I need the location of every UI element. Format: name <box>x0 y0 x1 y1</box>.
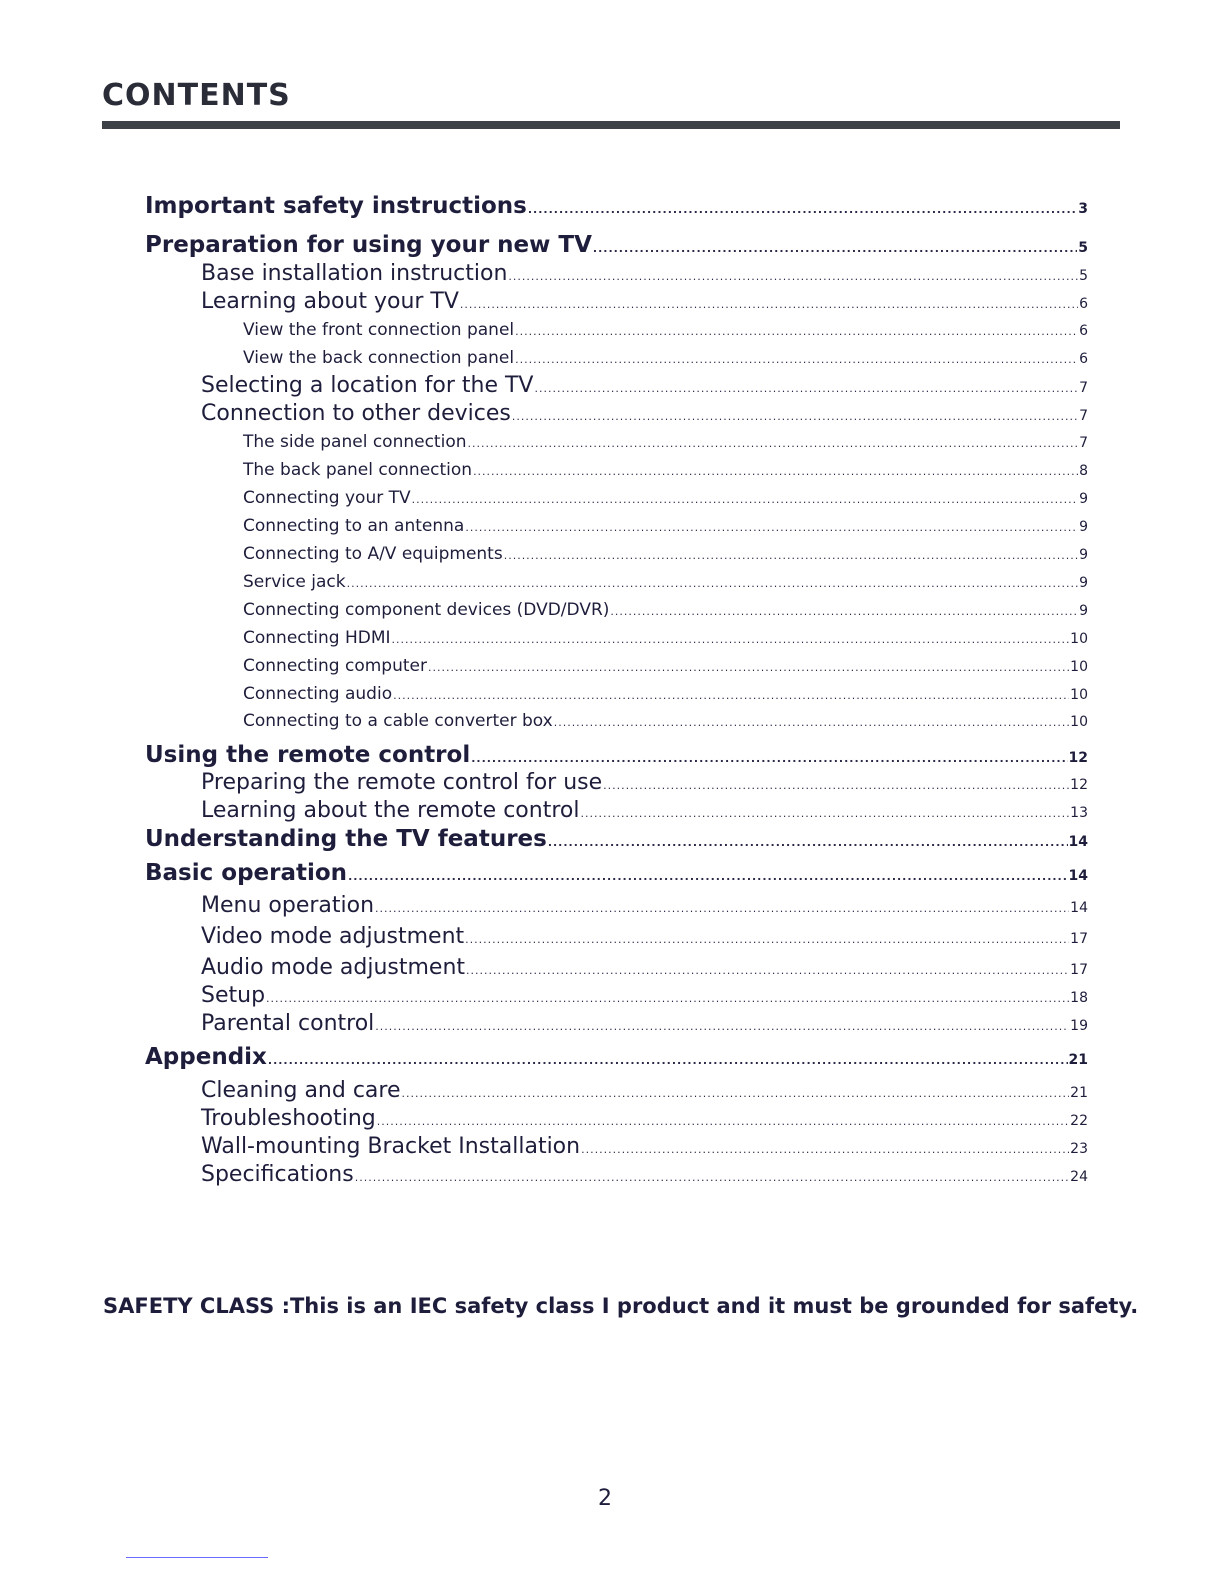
toc-entry[interactable] <box>243 711 1088 731</box>
toc-entry[interactable] <box>243 572 1088 592</box>
toc-leader <box>377 1115 1069 1128</box>
toc-entry-label: Service jack <box>243 572 346 592</box>
toc-entry-page: 14 <box>1068 868 1088 884</box>
toc-leader <box>512 410 1078 423</box>
toc-leader <box>392 633 1070 646</box>
toc-entry-label: Connecting to an antenna <box>243 516 465 536</box>
toc-entry[interactable] <box>145 193 1088 219</box>
toc-entry-page: 10 <box>1070 631 1088 647</box>
page-number: 2 <box>598 1486 612 1511</box>
toc-leader <box>412 493 1078 506</box>
toc-entry[interactable] <box>201 770 1088 795</box>
toc-entry-label: Connecting to a cable converter box <box>243 711 553 731</box>
toc-entry[interactable] <box>201 1134 1088 1159</box>
toc-entry-label: Connecting your TV <box>243 488 411 508</box>
toc-entry-page: 12 <box>1068 750 1088 766</box>
toc-entry[interactable] <box>201 924 1088 949</box>
toc-entry-page: 7 <box>1079 435 1088 451</box>
toc-leader <box>466 964 1069 977</box>
toc-entry-page: 14 <box>1068 834 1088 850</box>
toc-entry-page: 8 <box>1079 463 1088 479</box>
toc-entry-label: Cleaning and care <box>201 1078 401 1103</box>
toc-entry-label: Connecting to A/V equipments <box>243 544 503 564</box>
toc-entry-label: Wall-mounting Bracket Installation <box>201 1134 581 1159</box>
toc-entry-page: 9 <box>1079 547 1088 563</box>
toc-entry[interactable] <box>243 516 1088 536</box>
toc-entry-page: 5 <box>1078 240 1088 256</box>
toc-entry-label: View the back connection panel <box>243 348 515 368</box>
toc-entry-page: 12 <box>1070 777 1088 793</box>
toc-entry-page: 17 <box>1070 931 1088 947</box>
toc-entry[interactable] <box>145 1044 1088 1070</box>
toc-entry-label: Audio mode adjustment <box>201 955 466 980</box>
toc-entry-label: Appendix <box>145 1044 267 1070</box>
toc-leader <box>515 325 1078 338</box>
contents-heading: CONTENTS <box>102 78 291 113</box>
toc-entry-label: Connecting HDMI <box>243 628 391 648</box>
toc-entry-label: Menu operation <box>201 893 375 918</box>
toc-entry-page: 6 <box>1079 296 1088 312</box>
toc-entry-label: Video mode adjustment <box>201 924 465 949</box>
toc-entry[interactable] <box>201 893 1088 918</box>
toc-entry-label: Specifications <box>201 1162 354 1187</box>
toc-entry-page: 10 <box>1070 687 1088 703</box>
toc-entry[interactable] <box>201 401 1088 426</box>
toc-entry[interactable] <box>201 373 1088 398</box>
toc-leader <box>465 521 1078 534</box>
toc-entry-label: Connecting computer <box>243 656 427 676</box>
toc-entry[interactable] <box>201 1011 1088 1036</box>
toc-entry-label: Setup <box>201 983 266 1008</box>
toc-entry[interactable] <box>243 460 1088 480</box>
toc-leader <box>460 298 1078 311</box>
toc-entry-page: 7 <box>1079 380 1088 396</box>
toc-entry[interactable] <box>243 432 1088 452</box>
toc-entry[interactable] <box>243 684 1088 704</box>
toc-leader <box>347 577 1079 590</box>
toc-entry-page: 17 <box>1070 962 1088 978</box>
toc-entry-label: View the front connection panel <box>243 320 515 340</box>
toc-leader <box>548 836 1068 849</box>
footer-link-underline <box>126 1557 268 1558</box>
toc-entry-page: 24 <box>1070 1169 1088 1185</box>
toc-entry-label: Preparation for using your new TV <box>145 232 592 258</box>
toc-leader <box>603 779 1069 792</box>
toc-entry[interactable] <box>145 232 1088 258</box>
toc-entry-page: 19 <box>1070 1018 1088 1034</box>
toc-entry[interactable] <box>201 798 1088 823</box>
toc-entry[interactable] <box>201 983 1088 1008</box>
toc-entry-label: Using the remote control <box>145 742 471 768</box>
toc-leader <box>393 689 1069 702</box>
toc-entry-page: 7 <box>1079 408 1088 424</box>
toc-entry[interactable] <box>201 1162 1088 1187</box>
toc-entry-label: The back panel connection <box>243 460 473 480</box>
toc-entry[interactable] <box>201 261 1088 286</box>
toc-entry-label: Troubleshooting <box>201 1106 376 1131</box>
toc-entry-page: 9 <box>1079 491 1088 507</box>
toc-entry[interactable] <box>243 488 1088 508</box>
toc-entry[interactable] <box>243 320 1088 340</box>
toc-leader <box>504 549 1078 562</box>
toc-entry-page: 6 <box>1079 351 1088 367</box>
toc-leader <box>508 270 1078 283</box>
toc-entry-page: 21 <box>1068 1052 1088 1068</box>
toc-leader <box>428 661 1069 674</box>
toc-leader <box>348 870 1067 883</box>
toc-leader <box>355 1171 1069 1184</box>
toc-entry-page: 6 <box>1079 323 1088 339</box>
toc-leader <box>473 465 1078 478</box>
toc-entry-page: 10 <box>1070 659 1088 675</box>
toc-entry-label: Learning about the remote control <box>201 798 580 823</box>
toc-entry[interactable] <box>201 289 1088 314</box>
toc-entry[interactable] <box>145 860 1088 886</box>
toc-entry[interactable] <box>201 1078 1088 1103</box>
toc-leader <box>580 807 1069 820</box>
toc-entry-label: Connecting component devices (DVD/DVR) <box>243 600 610 620</box>
toc-entry-label: The side panel connection <box>243 432 467 452</box>
toc-entry-page: 9 <box>1079 603 1088 619</box>
toc-entry[interactable] <box>243 600 1088 620</box>
toc-leader <box>515 353 1078 366</box>
toc-leader <box>534 382 1078 395</box>
toc-entry-page: 5 <box>1079 268 1088 284</box>
toc-entry-label: Basic operation <box>145 860 348 886</box>
toc-leader <box>471 752 1067 765</box>
toc-leader <box>465 933 1069 946</box>
toc-entry-label: Preparing the remote control for use <box>201 770 603 795</box>
toc-leader <box>610 605 1078 618</box>
toc-entry[interactable] <box>145 826 1088 852</box>
toc-entry-label: Learning about your TV <box>201 289 459 314</box>
toc-entry[interactable] <box>243 348 1088 368</box>
toc-entry[interactable] <box>243 628 1088 648</box>
toc-entry-page: 9 <box>1079 575 1088 591</box>
toc-entry-label: Important safety instructions <box>145 193 527 219</box>
toc-entry-page: 21 <box>1070 1085 1088 1101</box>
toc-entry-label: Connecting audio <box>243 684 393 704</box>
toc-leader <box>375 1020 1069 1033</box>
toc-entry-label: Base installation instruction <box>201 261 508 286</box>
toc-entry-page: 13 <box>1070 805 1088 821</box>
toc-entry-label: Connection to other devices <box>201 401 511 426</box>
toc-entry-page: 23 <box>1070 1141 1088 1157</box>
toc-entry-page: 10 <box>1070 714 1088 730</box>
toc-leader <box>375 902 1069 915</box>
toc-entry[interactable] <box>145 742 1088 768</box>
toc-entry-page: 9 <box>1079 519 1088 535</box>
safety-class-note: SAFETY CLASS :This is an IEC safety class I product and it must be grounded for safety. <box>103 1294 1139 1318</box>
toc-entry-page: 14 <box>1070 900 1088 916</box>
toc-leader <box>268 1054 1068 1067</box>
toc-entry[interactable] <box>243 544 1088 564</box>
toc-entry[interactable] <box>201 955 1088 980</box>
toc-leader <box>554 716 1069 729</box>
toc-leader <box>266 992 1069 1005</box>
toc-entry[interactable] <box>243 656 1088 676</box>
toc-leader <box>402 1087 1070 1100</box>
toc-entry-label: Selecting a location for the TV <box>201 373 534 398</box>
toc-entry-page: 18 <box>1070 990 1088 1006</box>
toc-leader <box>581 1143 1069 1156</box>
toc-leader <box>593 242 1077 255</box>
toc-leader <box>528 203 1077 216</box>
toc-entry-page: 22 <box>1070 1113 1088 1129</box>
toc-leader <box>468 437 1079 450</box>
toc-entry[interactable] <box>201 1106 1088 1131</box>
toc-entry-label: Understanding the TV features <box>145 826 547 852</box>
toc-entry-page: 3 <box>1078 201 1088 217</box>
toc-entry-label: Parental control <box>201 1011 375 1036</box>
